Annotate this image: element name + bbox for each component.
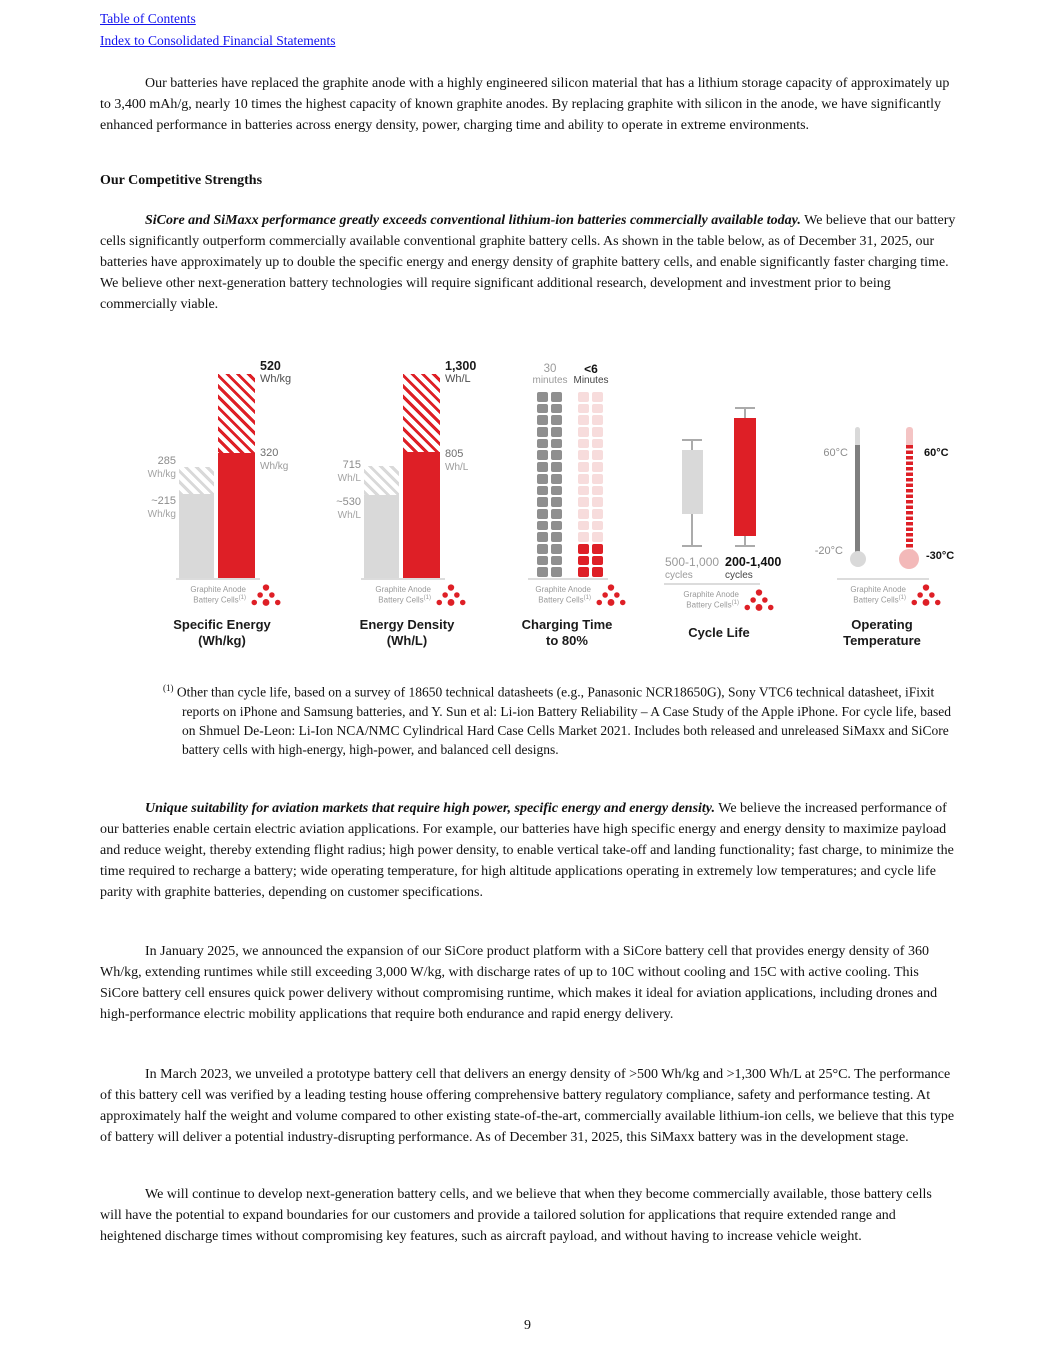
paragraph-batteries-overview: Our batteries have replaced the graphite anode with a highly engineered silicon material that has a lithium storage capacity of approximately up to 3,400 mAh/g, nearly 10 times the highest capacity of known graphite anodes. By replacing graphite with silicon in the anode, we have significantly enhanced performance in batteries across energy density, power, charging time and ability to operate in extreme environments. xyxy=(100,76,950,133)
axis-baseline xyxy=(837,578,929,580)
footnote-marker: (1) xyxy=(163,683,174,693)
charge-square xyxy=(592,532,603,542)
charge-square xyxy=(537,427,548,437)
amprius-thermometer-bulb xyxy=(899,549,919,569)
charge-square xyxy=(551,567,562,577)
paragraph-aviation-lead: Unique suitability for aviation markets that require high power, specific energy and energy density. xyxy=(145,801,715,816)
battery-comparison-figure xyxy=(140,355,970,655)
charge-square xyxy=(578,474,589,484)
charge-square xyxy=(592,415,603,425)
panel-title: Specific Energy (Wh/kg) xyxy=(173,617,271,648)
charge-square xyxy=(551,509,562,519)
paragraph-performance xyxy=(100,210,956,315)
charge-square xyxy=(537,544,548,554)
paragraph-aviation-rest: We believe the increased performance of our batteries enable certain electric aviation applications. For example, our batteries have high specific energy and energy density to maximize payload and reduce weight, thereby extending flight radius; high power density, to enable vertical take-off and landing functionality; fast charge, to minimize the time required to recharge a battery; wide operating temperature, for high altitude applications operating in extremely low temperatures; and cycle life parity with graphite batteries, depending on customer specifications. xyxy=(100,801,954,900)
charge-square xyxy=(592,392,603,402)
amprius-time-label: <6 Minutes xyxy=(573,362,609,386)
charge-square xyxy=(551,427,562,437)
graphite-min-temp-label: -20°C xyxy=(814,545,843,557)
charge-square xyxy=(551,439,562,449)
charge-square xyxy=(592,509,603,519)
charge-square xyxy=(551,392,562,402)
charge-square xyxy=(592,439,603,449)
category-label-block: Graphite Anode Battery Cells$^{(1)}$ xyxy=(507,583,627,607)
charge-square xyxy=(537,439,548,449)
graphite-solid-label: ~530 Wh/L xyxy=(336,496,361,521)
graphite-whisker-cap-bottom xyxy=(682,545,702,547)
amprius-solid-label: 805 Wh/L xyxy=(445,448,469,473)
paragraph-performance-rest: We believe that our battery cells significantly outperform commercially available conventional graphite battery cells. As shown in the table below, as of December 31, 2025, our batteries have approximately up to double the specific energy and energy density of graphite battery cells, and enable significantly faster charging time. We believe other next-generation battery technologies will require significant additional research, development and investment prior to being commercially viable. xyxy=(100,213,956,312)
amprius-logo-icon xyxy=(435,583,467,607)
charge-square xyxy=(578,415,589,425)
graphite-range-box xyxy=(682,450,703,514)
charge-square xyxy=(537,486,548,496)
charge-square xyxy=(551,415,562,425)
footnote xyxy=(163,679,962,759)
charge-square xyxy=(578,497,589,507)
charge-square xyxy=(537,532,548,542)
charge-square xyxy=(537,392,548,402)
charge-square xyxy=(592,404,603,414)
charge-square xyxy=(578,556,589,566)
category-label-block: Graphite Anode Battery Cells$^{(1)}$ xyxy=(162,583,282,607)
amprius-max-temp-label: 60°C xyxy=(924,447,949,459)
charge-square xyxy=(578,450,589,460)
graphite-solid-bar xyxy=(364,495,399,579)
panel-title: Operating Temperature xyxy=(843,617,921,648)
category-label-block: Graphite Anode Battery Cells$^{(1)}$ xyxy=(655,588,775,612)
charge-square xyxy=(537,450,548,460)
panel-title: Cycle Life xyxy=(688,625,750,640)
amprius-logo-icon xyxy=(595,583,627,607)
charge-square xyxy=(537,509,548,519)
charge-square xyxy=(592,474,603,484)
charge-square xyxy=(592,567,603,577)
graphite-solid-label: ~215 Wh/kg xyxy=(147,495,176,520)
charge-square xyxy=(551,462,562,472)
category-label-block: Graphite Anode Battery Cells$^{(1)}$ xyxy=(347,583,467,607)
charge-square xyxy=(592,544,603,554)
charge-square xyxy=(578,392,589,402)
graphite-thermometer-stem xyxy=(855,445,860,555)
amprius-charge-grid xyxy=(578,392,603,577)
charge-square xyxy=(592,450,603,460)
axis-baseline xyxy=(664,583,760,585)
charge-square xyxy=(578,521,589,531)
charge-square xyxy=(551,544,562,554)
graphite-thermometer-bulb xyxy=(850,551,866,567)
amprius-solid-bar xyxy=(403,452,440,579)
paragraph-sicore-expansion: In January 2025, we announced the expansion of our SiCore product platform with a SiCore battery cell that provides energy density of 360 Wh/kg, extending runtimes while still exceeding 3,000 W/kg, with discharge rates of up to 10C without cooling and 15C with active cooling. This SiCore battery cell ensures quick power delivery without compromising runtime, which makes it ideal for aviation applications, including drones and high-performance electric mobility applications that require both endurance and rapid energy delivery. xyxy=(100,944,938,1022)
category-label-block: Graphite Anode Battery Cells$^{(1)}$ xyxy=(822,583,942,607)
charge-square xyxy=(537,567,548,577)
paragraph-prototype-cell: In March 2023, we unveiled a prototype battery cell that delivers an energy density of >500 Wh/kg and >1,300 Wh/L at 25°C. The performance of this battery cell was verified by a leading testing house offering comprehensive battery regulatory compliance, safety and performance testing. At approximately half the weight and volume compared to other existing state-of-the-art, commercially available lithium-ion cells, we believe that this type of battery will deliver a potential industry-disrupting performance. As of December 31, 2025, this SiMaxx battery was in the development stage. xyxy=(100,1067,955,1145)
charge-square xyxy=(551,486,562,496)
amprius-range-box xyxy=(734,418,756,536)
charge-square xyxy=(551,497,562,507)
amprius-cycles-label: 200-1,400 cycles xyxy=(725,555,782,581)
amprius-thermometer-stem xyxy=(906,445,913,551)
charge-square xyxy=(551,450,562,460)
charge-square xyxy=(551,404,562,414)
charge-square xyxy=(537,415,548,425)
charge-square xyxy=(551,532,562,542)
graphite-max-label: 715 Wh/L xyxy=(337,459,361,484)
link-table-of-contents[interactable]: Table of Contents xyxy=(100,11,196,26)
charge-square xyxy=(551,556,562,566)
charge-square xyxy=(537,462,548,472)
page-number: 9 xyxy=(524,1318,531,1333)
amprius-logo-icon xyxy=(250,583,282,607)
charge-square xyxy=(537,556,548,566)
top-links xyxy=(100,8,335,52)
amprius-min-temp-label: -30°C xyxy=(926,550,955,562)
graphite-solid-bar xyxy=(179,494,214,579)
charge-square xyxy=(537,521,548,531)
panel-title: Charging Time to 80% xyxy=(521,617,613,648)
charge-square xyxy=(578,567,589,577)
link-index-financial-statements[interactable]: Index to Consolidated Financial Statements xyxy=(100,33,336,48)
axis-baseline xyxy=(361,578,445,580)
panel-title: Energy Density (Wh/L) xyxy=(359,617,455,648)
graphite-max-label: 285 Wh/kg xyxy=(147,455,176,480)
paragraph-aviation xyxy=(100,798,956,903)
charge-square xyxy=(592,521,603,531)
graphite-cycles-label: 500-1,000 cycles xyxy=(665,555,720,581)
charge-square xyxy=(537,404,548,414)
charge-square xyxy=(537,474,548,484)
amprius-thermometer-cap xyxy=(906,427,913,447)
charge-square xyxy=(592,497,603,507)
graphite-time-label: 30 minutes xyxy=(532,363,568,386)
amprius-max-label: 1,300 Wh/L xyxy=(445,359,477,385)
graphite-charge-grid xyxy=(537,392,562,577)
charge-square xyxy=(537,497,548,507)
amprius-whisker-cap-bottom xyxy=(735,545,755,547)
graphite-whisker-cap-top xyxy=(682,439,702,441)
charge-square xyxy=(592,486,603,496)
footnote-text: Other than cycle life, based on a survey of 18650 technical datasheets (e.g., Panasonic NCR18650G), Sony VTC6 technical datasheet, iFixit reports on iPhone and Samsung batteries, and Y. Sun et al: Li-ion Battery Reliability – A Case Study of the Apple iPhone. For cycle life, based on Shmuel De-Leon: Li-Ion NCA/NMC Cylindrical Hard Case Cells Market 2021. Includes both released and unreleased SiMaxx and SiCore battery cells with high-energy, high-power, and balanced cell designs. xyxy=(173,684,952,758)
charge-square xyxy=(592,427,603,437)
graphite-max-temp-label: 60°C xyxy=(823,447,848,459)
amprius-logo-icon xyxy=(910,583,942,607)
charge-square xyxy=(578,532,589,542)
amprius-logo-icon xyxy=(743,588,775,612)
charge-square xyxy=(592,556,603,566)
amprius-whisker-cap-top xyxy=(735,407,755,409)
graphite-thermometer-cap xyxy=(855,427,860,447)
charge-square xyxy=(578,427,589,437)
charge-square xyxy=(551,474,562,484)
charge-square xyxy=(592,462,603,472)
charge-square xyxy=(578,462,589,472)
amprius-solid-label: 320 Wh/kg xyxy=(260,447,289,472)
paragraph-performance-lead: SiCore and SiMaxx performance greatly exceeds conventional lithium-ion batteries commercially available today. xyxy=(145,213,801,228)
charge-square xyxy=(578,544,589,554)
axis-baseline xyxy=(176,578,260,580)
amprius-max-label: 520 Wh/kg xyxy=(260,359,292,385)
charge-square xyxy=(578,509,589,519)
axis-baseline xyxy=(528,578,608,580)
charge-square xyxy=(578,404,589,414)
charge-square xyxy=(551,521,562,531)
charge-square xyxy=(578,439,589,449)
heading-competitive-strengths: Our Competitive Strengths xyxy=(100,173,263,188)
paragraph-next-generation: We will continue to develop next-generation battery cells, and we believe that when they become commercially available, those battery cells will have the potential to expand boundaries for our customers and provide a tailored solution for applications that require extended range and heightened discharge times without compromising key features, such as aircraft payload, and without having to increase vehicle weight. xyxy=(100,1187,932,1244)
charge-square xyxy=(578,486,589,496)
amprius-solid-bar xyxy=(218,453,255,579)
